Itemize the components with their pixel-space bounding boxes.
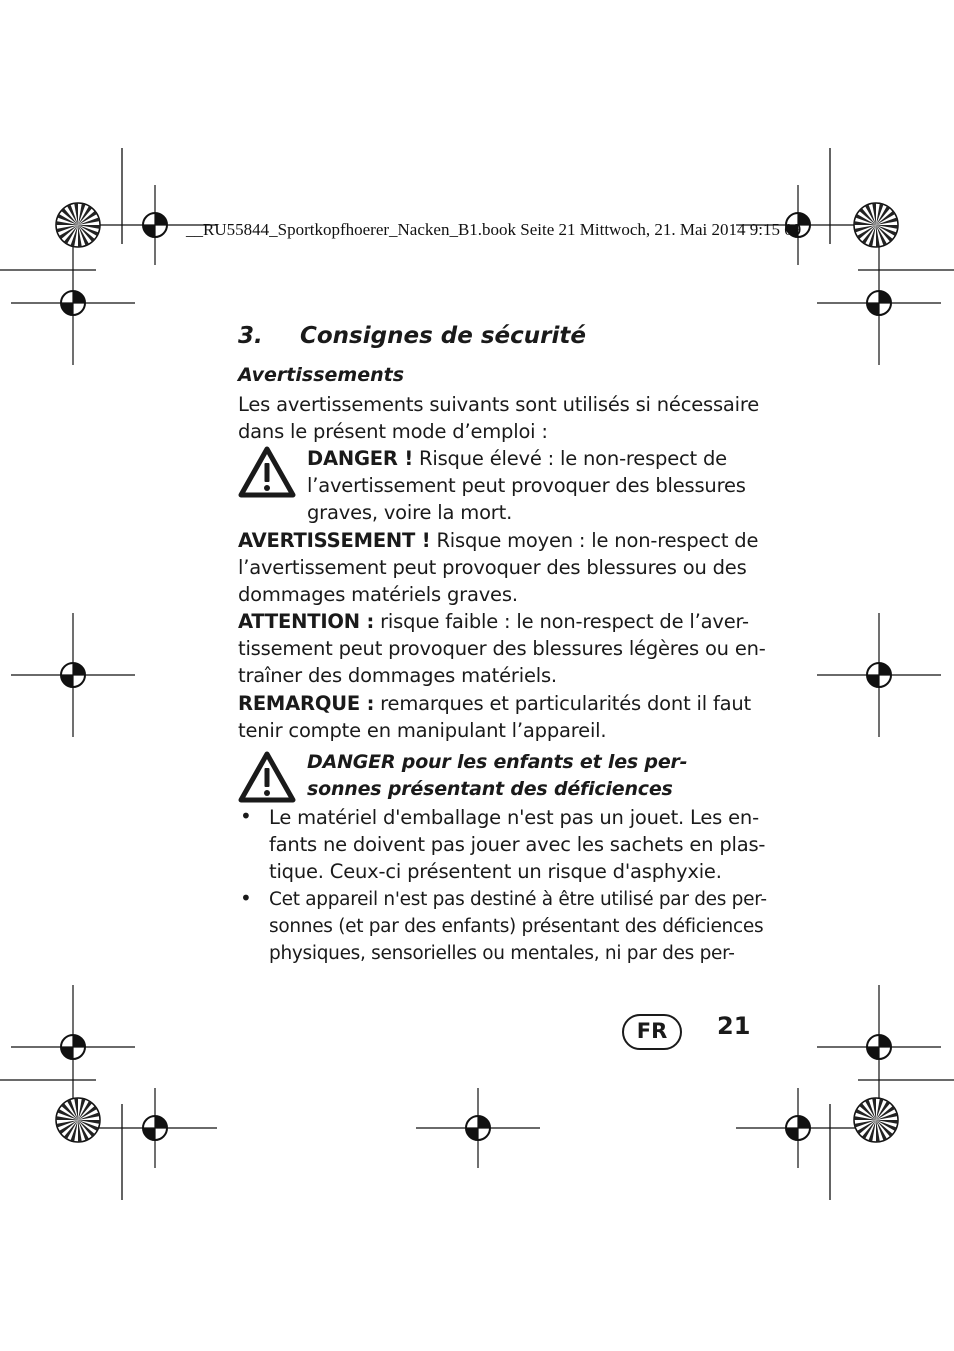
page-number: 21: [717, 1012, 751, 1040]
registration-mark-icon: [817, 985, 941, 1109]
danger-text: l’avertissement peut provoquer des blessures: [307, 474, 746, 497]
section-number: 3.: [238, 323, 263, 349]
registration-mark-icon: [93, 1088, 217, 1168]
section-title: [238, 323, 586, 349]
bullet-line: physiques, sensorielles ou mentales, ni par des per-: [269, 943, 735, 964]
registration-mark-icon: [817, 241, 941, 365]
danger-label: DANGER !: [307, 447, 414, 470]
children-warning-heading: [307, 749, 687, 803]
avertissement-paragraph: [238, 527, 758, 608]
attention-text: risque faible : le non-respect de l’aver-: [374, 610, 749, 633]
attention-text: tissement peut provoquer des blessures légères ou en-: [238, 637, 766, 660]
bullet-line: tique. Ceux-ci présentent un risque d'asphyxie.: [269, 860, 722, 883]
book-header-line: __RU55844_Sportkopfhoerer_Nacken_B1.book Seite 21 Mittwoch, 21. Mai 2014 9:15 09: [186, 220, 802, 239]
warning-triangle-icon: [238, 751, 296, 803]
children-warning-line: sonnes présentant des déficiences: [307, 778, 673, 800]
warning-triangle-icon: [238, 446, 296, 498]
danger-text: graves, voire la mort.: [307, 501, 513, 524]
bullet-line: Le matériel d'emballage n'est pas un jouet. Les en-: [269, 806, 759, 829]
registration-mark-icon: [11, 985, 135, 1109]
bullet-line: fants ne doivent pas jouer avec les sachets en plas-: [269, 833, 766, 856]
registration-mark-icon: [416, 1088, 540, 1168]
avertissement-text: l’avertissement peut provoquer des blessures ou des: [238, 556, 747, 579]
attention-paragraph: [238, 608, 766, 689]
intro-line: dans le présent mode d’emploi :: [238, 420, 548, 443]
registration-mark-icon: [736, 1088, 860, 1168]
attention-label: ATTENTION :: [238, 610, 375, 633]
language-badge: FR: [622, 1014, 682, 1050]
danger-text: Risque élevé : le non-respect de: [413, 447, 727, 470]
remarque-paragraph: [238, 690, 751, 744]
children-warning-line: DANGER pour les enfants et les per-: [307, 751, 688, 773]
bullet-marker: •: [240, 886, 252, 910]
bullet-item: [269, 804, 765, 885]
remarque-label: REMARQUE :: [238, 692, 375, 715]
section-title-text: Consignes de sécurité: [300, 323, 586, 349]
remarque-text: tenir compte en manipulant l’appareil.: [238, 719, 607, 742]
starburst-target-icon: [56, 1098, 100, 1142]
danger-paragraph: [307, 445, 746, 526]
attention-text: traîner des dommages matériels.: [238, 664, 557, 687]
avertissement-text: dommages matériels graves.: [238, 583, 518, 606]
registration-mark-icon: [11, 613, 135, 737]
registration-mark-icon: [817, 613, 941, 737]
bullet-marker: •: [240, 804, 252, 828]
remarque-text: remarques et particularités dont il faut: [374, 692, 751, 715]
intro-paragraph: [238, 391, 759, 445]
avertissement-label: AVERTISSEMENT !: [238, 529, 431, 552]
subheading: Avertissements: [238, 364, 405, 386]
bullet-line: sonnes (et par des enfants) présentant des déficiences: [269, 916, 764, 937]
avertissement-text: Risque moyen : le non-respect de: [430, 529, 759, 552]
starburst-target-icon: [56, 203, 100, 247]
starburst-target-icon: [854, 203, 898, 247]
registration-mark-icon: [11, 241, 135, 365]
bullet-item: [269, 886, 767, 967]
bullet-line: Cet appareil n'est pas destiné à être utilisé par des per-: [269, 889, 767, 910]
intro-line: Les avertissements suivants sont utilisés si nécessaire: [238, 393, 760, 416]
starburst-target-icon: [854, 1098, 898, 1142]
